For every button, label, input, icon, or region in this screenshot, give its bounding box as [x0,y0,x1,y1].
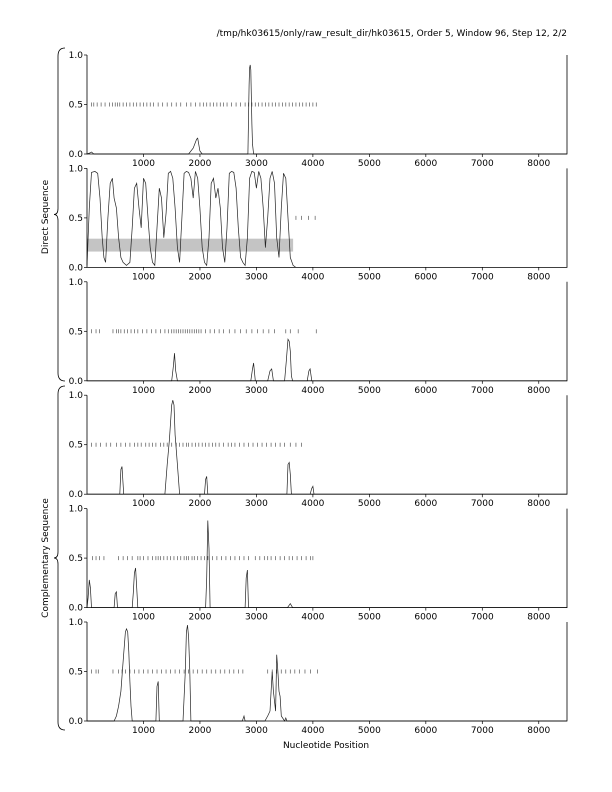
y-tick-label: 1.0 [68,51,83,61]
panel-3 [69,278,567,396]
x-tick-label: 1000 [132,612,155,623]
panel-4 [69,391,567,509]
direct-sequence-label: Direct Sequence [41,179,51,255]
threshold-band [87,239,293,252]
plot-frame [87,509,567,608]
x-tick-label: 5000 [357,159,381,169]
series-line [87,339,567,381]
y-tick-label: 0.0 [68,490,83,501]
direct-sequence-brace [54,48,65,381]
x-tick-label: 7000 [470,385,494,396]
dash-markers [93,556,313,560]
x-tick-label: 1000 [132,272,155,283]
x-tick-label: 5000 [357,499,381,510]
x-tick-label: 3000 [244,159,268,169]
x-tick-label: 1000 [132,726,155,736]
x-tick-label: 1000 [132,159,155,169]
y-tick-label: 1.0 [68,277,83,288]
panels [69,51,567,736]
x-tick-label: 1000 [132,385,155,396]
series-line [87,65,567,154]
x-tick-label: 6000 [414,272,438,283]
x-tick-label: 3000 [244,272,268,283]
x-tick-label: 8000 [527,726,551,736]
dash-markers [92,670,318,674]
panel-6 [69,618,567,736]
y-tick-label: 0.5 [68,213,83,224]
x-tick-label: 7000 [470,612,494,623]
x-tick-label: 2000 [188,272,212,283]
x-tick-label: 5000 [357,726,381,736]
y-tick-label: 0.5 [68,667,83,678]
x-tick-label: 6000 [414,499,438,510]
x-tick-label: 7000 [470,159,494,169]
panel-5 [69,505,567,623]
x-tick-label: 6000 [414,385,438,396]
x-axis-title: Nucleotide Position [282,741,370,751]
x-tick-label: 7000 [470,726,494,736]
x-tick-label: 5000 [357,385,381,396]
x-tick-label: 8000 [527,272,551,283]
x-tick-label: 8000 [527,385,551,396]
plot-frame [87,282,567,381]
series-line [87,171,296,267]
y-tick-label: 0.0 [68,376,83,387]
x-tick-label: 4000 [301,612,325,623]
complementary-sequence-brace [54,386,65,730]
plot-frame [87,395,567,494]
x-tick-label: 6000 [414,726,438,736]
x-tick-label: 3000 [244,612,268,623]
x-tick-label: 3000 [244,385,268,396]
panel-2 [69,164,567,282]
x-tick-label: 2000 [188,499,212,510]
x-tick-label: 2000 [188,612,212,623]
y-tick-label: 0.0 [68,717,83,727]
x-tick-label: 7000 [470,499,494,510]
x-tick-label: 8000 [527,159,551,169]
y-tick-label: 1.0 [68,504,83,515]
x-tick-label: 8000 [527,612,551,623]
y-tick-label: 1.0 [68,618,83,628]
x-tick-label: 4000 [301,272,325,283]
plot-frame [87,55,567,154]
x-tick-label: 2000 [188,726,212,736]
dash-markers [92,103,317,107]
x-tick-label: 2000 [188,159,212,169]
x-tick-label: 3000 [244,726,268,736]
x-tick-label: 4000 [301,159,325,169]
dash-markers [92,443,302,447]
x-tick-label: 7000 [470,272,494,283]
figure-header: /tmp/hk03615/only/raw_result_dir/hk03615, Order 5, Window 96, Step 12, 2/2 [216,29,567,39]
y-tick-label: 0.5 [68,327,83,338]
sequence-braces [54,48,65,730]
complementary-sequence-label: Complementary Sequence [41,498,51,618]
y-tick-label: 1.0 [68,164,83,175]
dash-markers [92,329,317,333]
x-tick-label: 5000 [357,612,381,623]
x-tick-label: 5000 [357,272,381,283]
x-tick-label: 6000 [414,612,438,623]
x-tick-label: 4000 [301,726,325,736]
x-tick-label: 4000 [301,385,325,396]
series-line [87,625,567,721]
x-tick-label: 4000 [301,499,325,510]
x-tick-label: 8000 [527,499,551,510]
y-tick-label: 0.0 [68,263,83,274]
x-tick-label: 2000 [188,385,212,396]
x-tick-label: 1000 [132,499,155,510]
dash-markers [296,216,315,220]
y-tick-label: 1.0 [68,391,83,402]
y-tick-label: 0.0 [68,603,83,614]
x-tick-label: 3000 [244,499,268,510]
plot-frame [87,168,567,267]
panel-1 [69,51,567,169]
y-tick-label: 0.5 [68,100,83,111]
y-tick-label: 0.5 [68,554,83,565]
y-tick-label: 0.0 [68,150,83,160]
x-tick-label: 6000 [414,159,438,169]
series-line [87,400,567,494]
y-tick-label: 0.5 [68,440,83,451]
series-line [87,521,567,608]
